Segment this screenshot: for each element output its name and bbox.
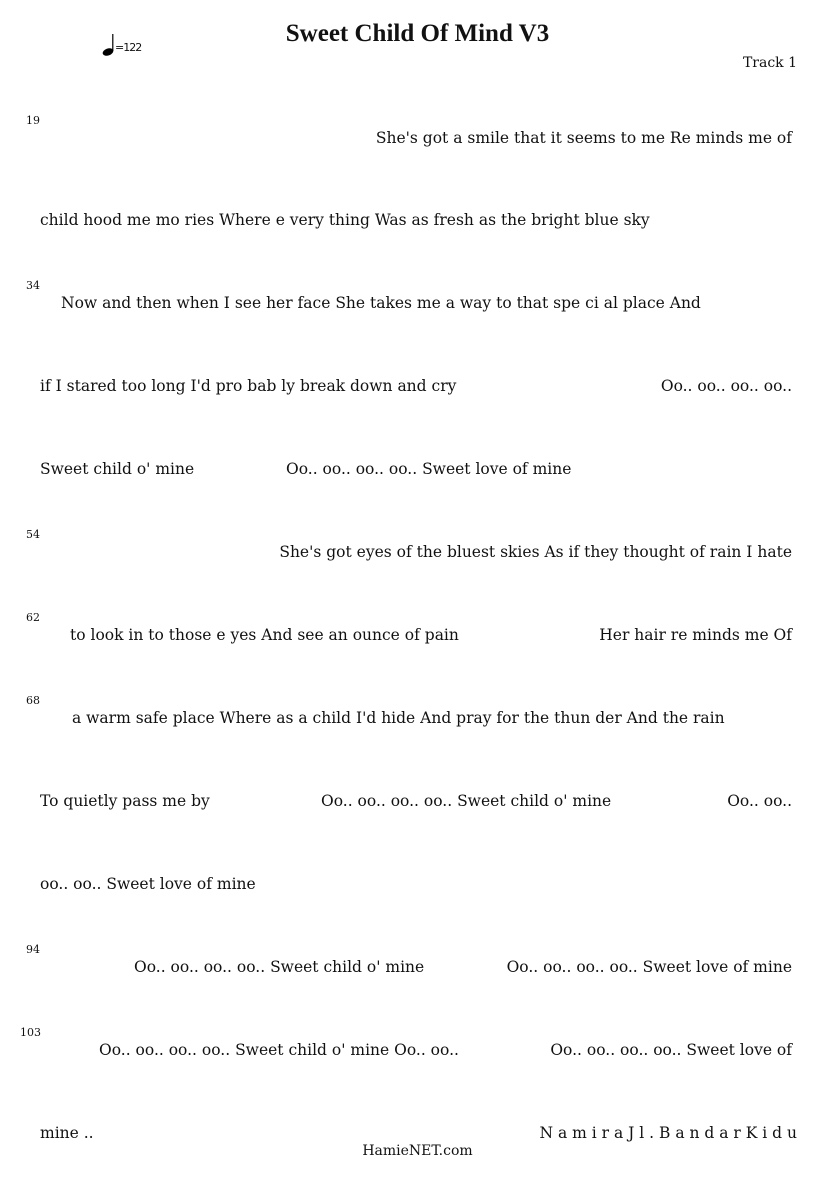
- lyric-line: She's got eyes of the bluest skies As if they thought of rain I hate: [279, 543, 792, 561]
- lyric-line: Her hair re minds me Of: [599, 626, 792, 644]
- lyric-line: if I stared too long I'd pro bab ly break down and cry: [40, 377, 457, 395]
- lyric-line: Sweet child o' mine: [40, 460, 195, 478]
- lyric-line: Oo.. oo.. oo.. oo..: [660, 377, 792, 395]
- measure-number: 94: [26, 943, 40, 956]
- track-label: Track 1: [742, 55, 797, 71]
- quarter-note-icon: [102, 33, 116, 57]
- lyric-line: a warm safe place Where as a child I'd hide And pray for the thun der And the rain: [72, 709, 725, 727]
- lyric-line: N a m i r a J l . B a n d a r K i d u: [539, 1124, 797, 1142]
- measure-number: 103: [20, 1026, 41, 1039]
- lyric-line: Oo.. oo.. oo.. oo.. Sweet child o' mine: [134, 958, 425, 976]
- lyric-line: Oo.. oo.. oo.. oo.. Sweet love of: [550, 1041, 792, 1059]
- tempo-marking: [102, 33, 172, 57]
- measure-number: 68: [26, 694, 40, 707]
- measure-number: 34: [26, 279, 40, 292]
- lyric-line: Oo.. oo.. oo.. oo.. Sweet child o' mine: [321, 792, 612, 810]
- lyric-line: Oo.. oo.. oo.. oo.. Sweet love of mine: [506, 958, 792, 976]
- lyric-line: child hood me mo ries Where e very thing Was as fresh as the bright blue sky: [40, 211, 650, 229]
- lyric-line: to look in to those e yes And see an ounce of pain: [70, 626, 459, 644]
- measure-number: 19: [26, 114, 40, 127]
- measure-number: 54: [26, 528, 40, 541]
- footer-site: HamieNET.com: [362, 1143, 473, 1159]
- lyric-line: Oo.. oo.. oo.. oo.. Sweet love of mine: [286, 460, 572, 478]
- lyric-line: mine ..: [40, 1124, 94, 1142]
- lyric-line: Oo.. oo.. oo.. oo.. Sweet child o' mine Oo.. oo..: [99, 1041, 459, 1059]
- lyric-line: oo.. oo.. Sweet love of mine: [40, 875, 256, 893]
- measure-number: 62: [26, 611, 40, 624]
- page-title: Sweet Child Of Mind V3: [285, 20, 550, 47]
- lyric-line: She's got a smile that it seems to me Re minds me of: [375, 129, 792, 147]
- lyric-line: Oo.. oo..: [727, 792, 792, 810]
- lyric-line: Now and then when I see her face She takes me a way to that spe ci al place And: [61, 294, 701, 312]
- tempo-value: =122: [115, 41, 142, 54]
- lyric-line: To quietly pass me by: [40, 792, 210, 810]
